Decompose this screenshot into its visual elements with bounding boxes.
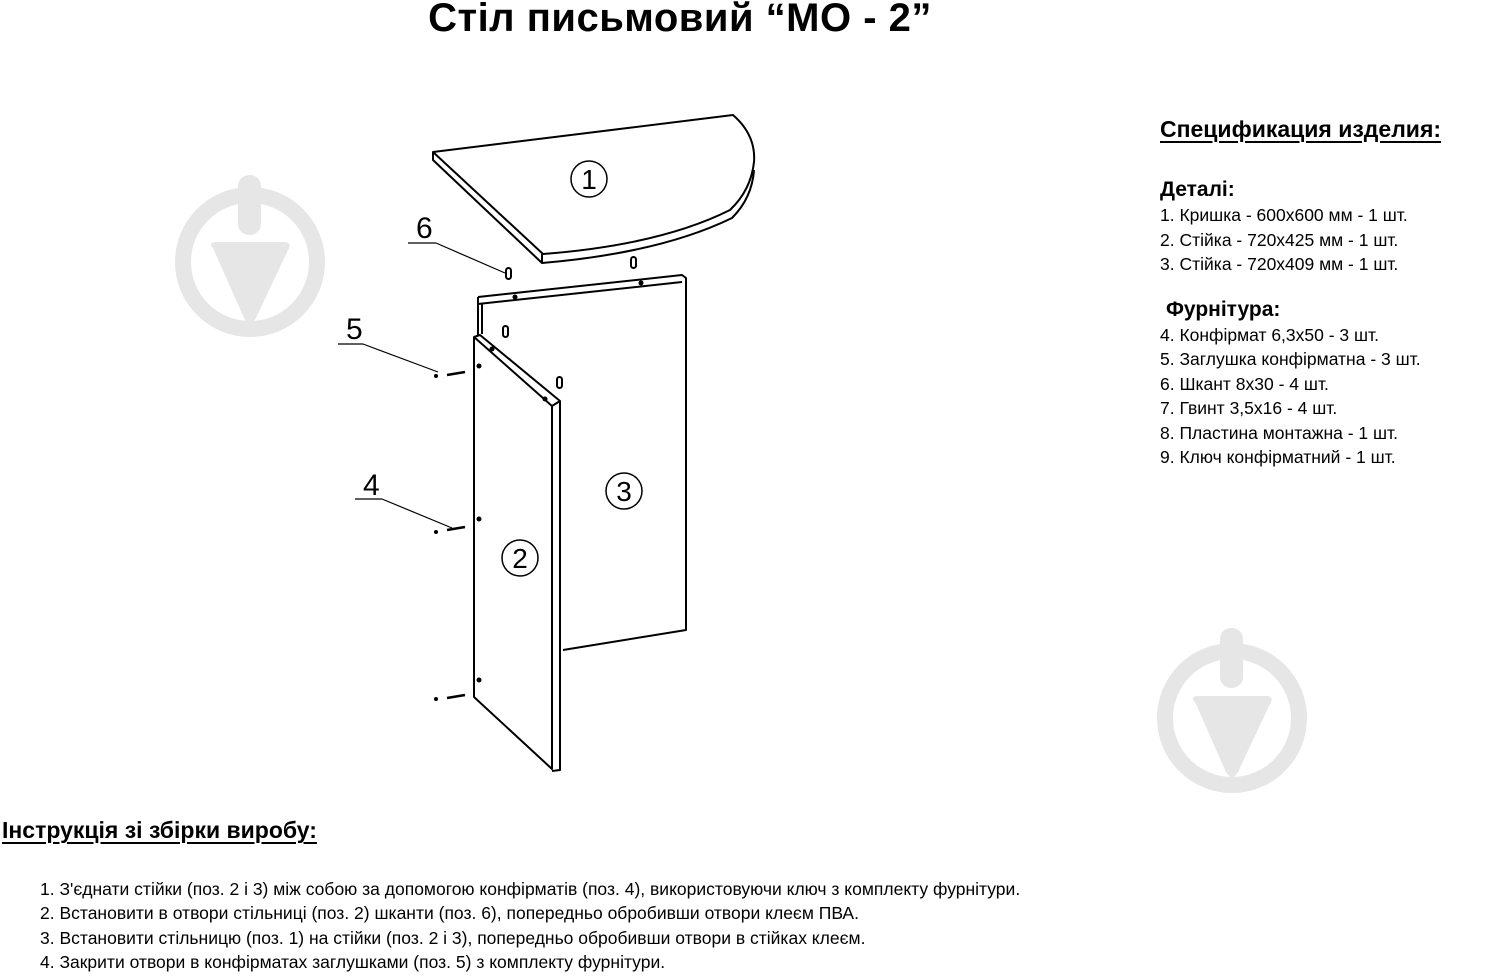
hardware-item: 5. Заглушка конфірматна - 3 шт.: [1160, 349, 1421, 369]
hardware-label: Фурнітура:: [1166, 297, 1281, 321]
callout-5: 5: [346, 313, 363, 346]
callout-6: 6: [416, 212, 433, 245]
callout-4: 4: [363, 469, 380, 502]
watermark-trowel-icon: [183, 175, 317, 329]
specification-heading: Спецификация изделия:: [1160, 116, 1442, 142]
title-text: Стіл письмовий “МО - 2”: [428, 0, 932, 40]
detail-item: 2. Стійка - 720х425 мм - 1 шт.: [1160, 229, 1399, 250]
svg-text:3: 3: [616, 476, 632, 507]
details-list: [1160, 203, 1509, 277]
detail-item: 1. Кришка - 600х600 мм - 1 шт.: [1160, 205, 1408, 225]
svg-text:1: 1: [581, 164, 597, 195]
instructions-list: [40, 877, 1020, 974]
dowel-icon: [631, 257, 636, 268]
instruction-step: 2. Встановити в отвори стільниці (поз. 2) шканти (поз. 6), попередньо обробивши отвори клеєм ПВА.: [40, 903, 859, 924]
details-label: Деталі:: [1160, 178, 1235, 201]
hardware-item: 4. Конфірмат 6,3х50 - 3 шт.: [1160, 324, 1379, 345]
instruction-step: 3. Встановити стільницю (поз. 1) на стійки (поз. 2 і 3), попередньо обробивши отвори в стійках клеєм.: [40, 927, 866, 948]
detail-item: 3. Стійка - 720х409 мм - 1 шт.: [1160, 254, 1399, 274]
instruction-step: 1. З'єднати стійки (поз. 2 і 3) між собою за допомогою конфірматів (поз. 4), використовуючи ключ з комплекту фурнітури.: [40, 879, 1021, 899]
instructions-heading: Інструкція зі збірки виробу:: [2, 817, 317, 843]
instruction-step: 4. Закрити отвори в конфірматах заглушками (поз. 5) з комплекту фурнітури.: [40, 951, 666, 972]
watermark-trowel-icon: [1165, 628, 1299, 785]
hardware-item: 6. Шкант 8х30 - 4 шт.: [1160, 373, 1329, 394]
confirmat-screw-icon: [447, 372, 465, 698]
specification-panel: [1160, 116, 1509, 470]
hardware-item: 8. Пластина монтажна - 1 шт.: [1160, 422, 1398, 443]
svg-text:2: 2: [512, 543, 528, 574]
hardware-list: [1160, 323, 1509, 470]
dowel-icon: [506, 268, 511, 279]
hardware-item: 9. Ключ конфірматний - 1 шт.: [1160, 447, 1396, 467]
hardware-item: 7. Гвинт 3,5х16 - 4 шт.: [1160, 398, 1338, 418]
